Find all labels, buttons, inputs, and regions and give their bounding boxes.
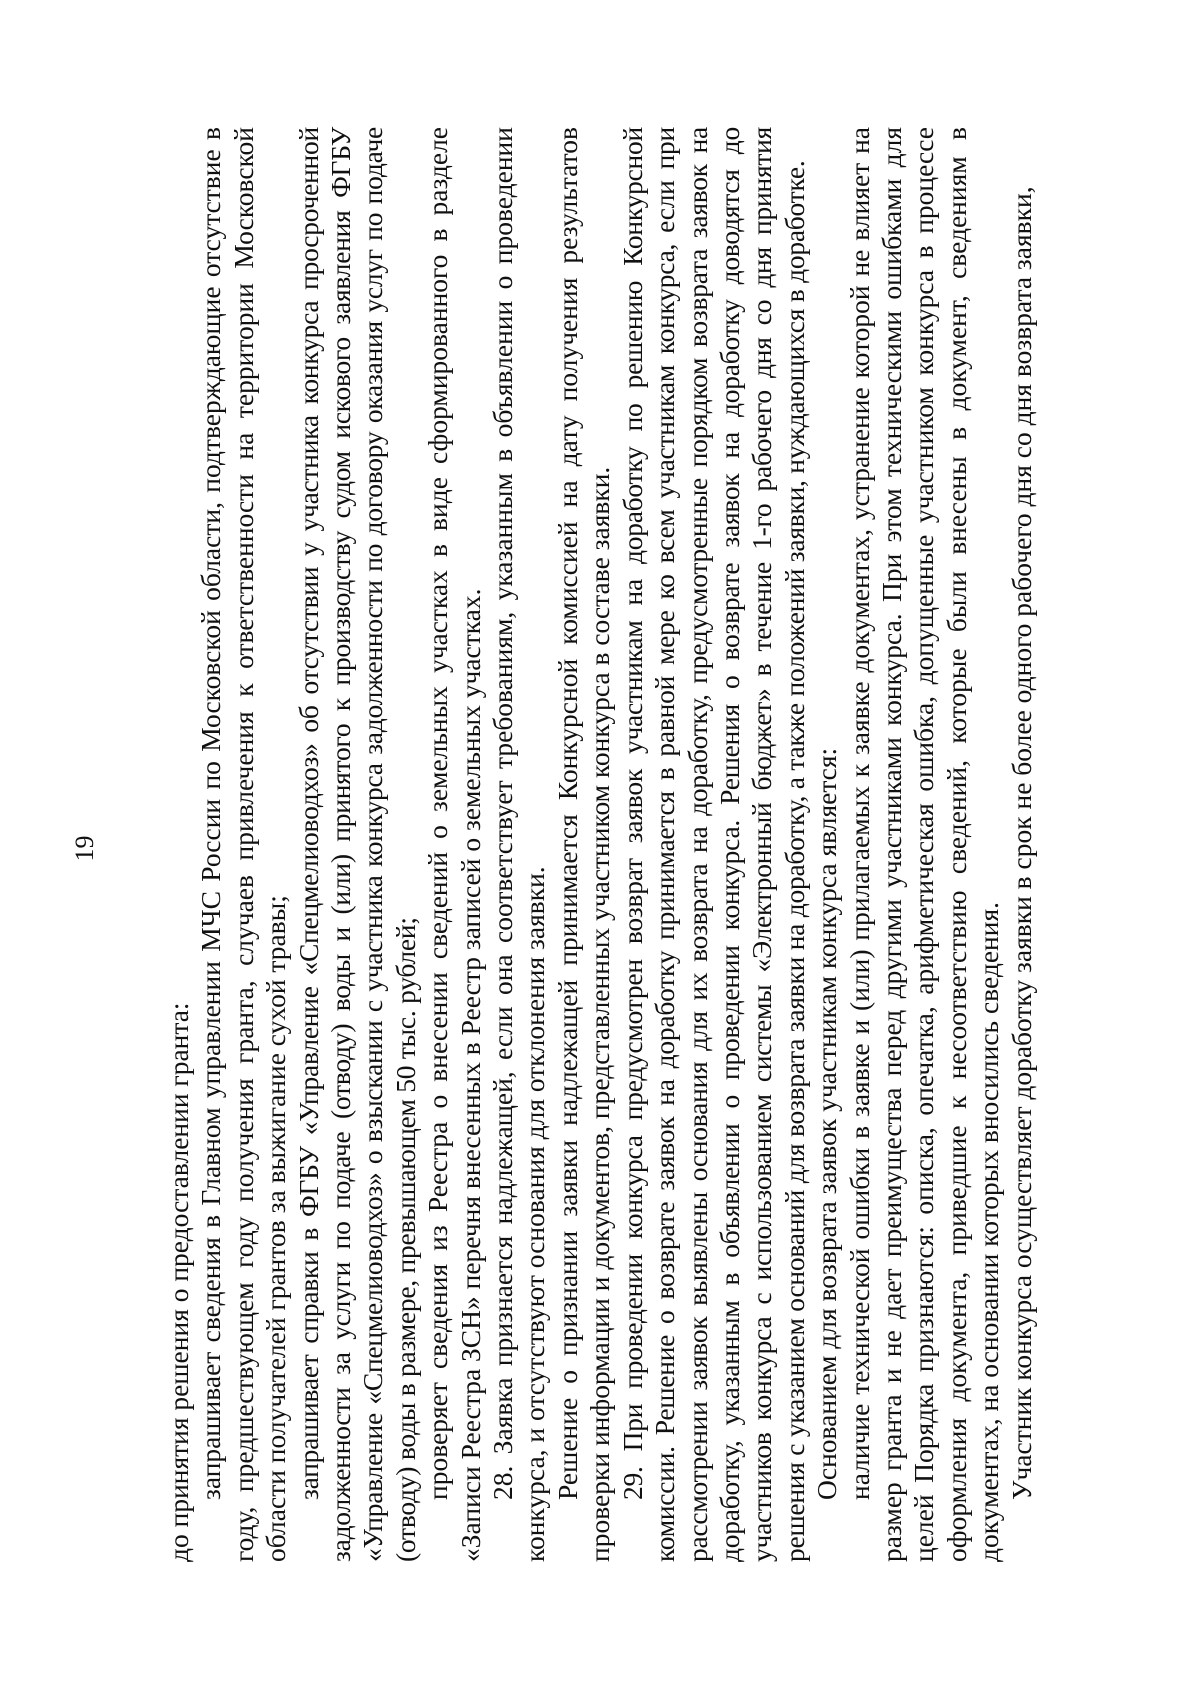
- paragraph-decision: Решение о признании заявки надлежащей принимается Конкурсной комиссией на дату получения результатов проверки информации и документов, представленных участником конкурса в составе заявки.: [551, 127, 616, 1562]
- paragraph-revision-deadline: Участник конкурса осуществляет доработку заявки в срок не более одного рабочего дня со дня возврата заявки,: [1005, 186, 1037, 1500]
- paragraph-29: 29. При проведении конкурса предусмотрен возврат заявок участникам на доработку по решению Конкурсной комиссии. Решение о возврате заявок на доработку принимается в равной мере ко всем участникам конкурса, если при рассмотрении заявок выявлены основания для их возврата на доработку, предусмотренные порядком возврата заявок на доработку, указанным в объявлении о проведении конкурса. Решения о возврате заявок на доработку доводятся до участников конкурса с использованием системы «Электронный бюджет» в течение 1-го рабочего дня со дня принятия решения с указанием оснований для возврата заявки на доработку, а также положений заявки, нуждающихся в доработке.: [616, 127, 810, 1562]
- document-body: [163, 127, 1038, 1562]
- page-number: 19: [70, 835, 99, 862]
- paragraph-mchs-request: запрашивает сведения в Главном управлении МЧС России по Московской области, подтверждающие отсутствие в году, предшествующем году получения гранта, случаев привлечения к ответственности на территории Московской области получателей грантов за выжигание сухой травы;: [195, 127, 292, 1562]
- paragraph-return-grounds: Основанием для возврата заявок участникам конкурса является:: [811, 747, 843, 1500]
- paragraph-intro: до принятия решения о предоставлении гранта:: [163, 1002, 194, 1562]
- paragraph-registry-check: проверяет сведения из Реестра о внесении сведений о земельных участках в виде сформированного в разделе «Записи Реестра ЗСН» перечня внесенных в Реестр записей о земельных участках.: [422, 127, 486, 1562]
- paragraph-28: 28. Заявка признается надлежащей, если она соответствует требованиям, указанным в объявлении о проведении конкурса, и отсутствуют основания для отклонения заявки.: [487, 127, 551, 1562]
- paragraph-technical-error: наличие технической ошибки в заявке и (или) прилагаемых к заявке документах, устранение которой не влияет на размер гранта и не дает преимущества перед другими участниками конкурса. При этом техническими ошибками для целей Порядка признаются: описка, опечатка, арифметическая ошибка, допущенные участником конкурса в процессе оформления документа, приведшие к несоответствию сведений, которые были внесены в документ, сведениям в документах, на основании которых вносились сведения.: [843, 127, 1005, 1562]
- paragraph-specmeliovodkhoz-request: запрашивает справки в ФГБУ «Управление «Спецмелиоводхоз» об отсутствии у участника конкурса просроченной задолженности за услуги по подаче (отводу) воды и (или) принятого к производству судом искового заявления ФГБУ «Управление «Спецмелиоводхоз» о взыскании с участника конкурса задолженности по договору оказания услуг по подаче (отводу) воды в размере, превышающем 50 тыс. рублей;: [292, 127, 421, 1562]
